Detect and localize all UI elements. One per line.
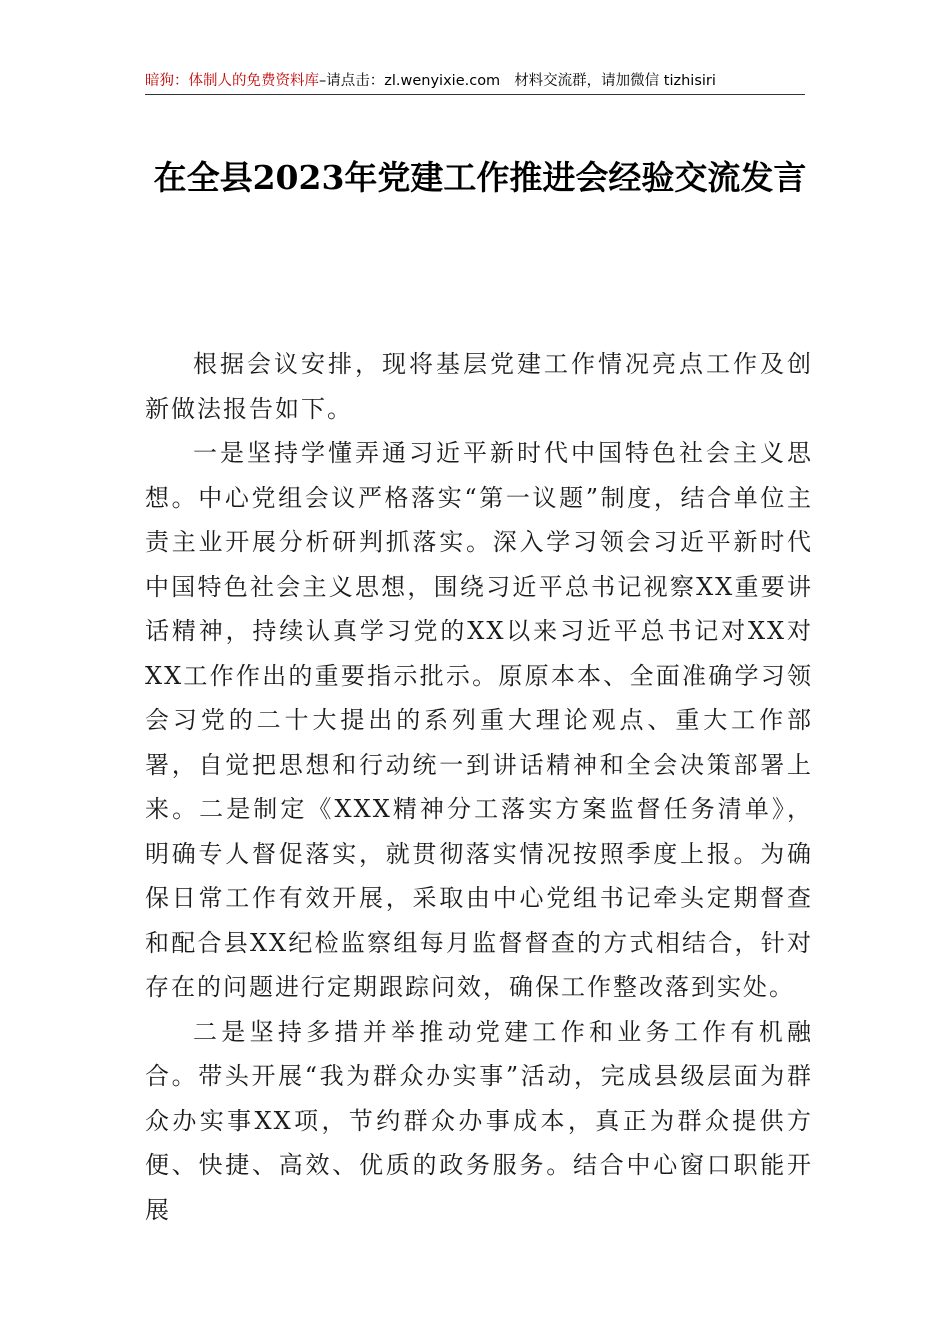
paragraph-point-two: 二是坚持多措并举推动党建工作和业务工作有机融合。带头开展“我为群众办实事”活动，完成县级层面为群众办实事XX项，节约群众办事成本，真正为群众提供方便、快捷、高效、优质的政务服务。结合中心窗口职能开展 bbox=[145, 1017, 813, 1224]
document-body bbox=[145, 342, 813, 1232]
header-link-prompt[interactable]: –请点击：zl.wenyixie.com bbox=[319, 73, 501, 89]
header-site-name[interactable]: 暗狗：体制人的免费资料库 bbox=[145, 73, 319, 89]
page-header bbox=[145, 68, 805, 95]
document-title: 在全县2023年党建工作推进会经验交流发言 bbox=[153, 158, 807, 197]
header-contact: 材料交流群，请加微信 tizhisiri bbox=[514, 73, 716, 89]
paragraph-point-one: 一是坚持学懂弄通习近平新时代中国特色社会主义思想。中心党组会议严格落实“第一议题”制度，结合单位主责主业开展分析研判抓落实。深入学习领会习近平新时代中国特色社会主义思想，围绕习近平总书记视察XX重要讲话精神，持续认真学习党的XX以来习近平总书记对XX对XX工作作出的重要指示批示。原原本本、全面准确学习领会习党的二十大提出的系列重大理论观点、重大工作部署，自觉把思想和行动统一到讲话精神和全会决策部署上来。二是制定《XXX精神分工落实方案监督任务清单》，明确专人督促落实，就贯彻落实情况按照季度上报。为确保日常工作有效开展，采取由中心党组书记牵头定期督查和配合县XX纪检监察组每月监督督查的方式相结合，针对存在的问题进行定期跟踪问效，确保工作整改落到实处。 bbox=[145, 439, 813, 1001]
paragraph-intro: 根据会议安排，现将基层党建工作情况亮点工作及创新做法报告如下。 bbox=[145, 350, 813, 423]
